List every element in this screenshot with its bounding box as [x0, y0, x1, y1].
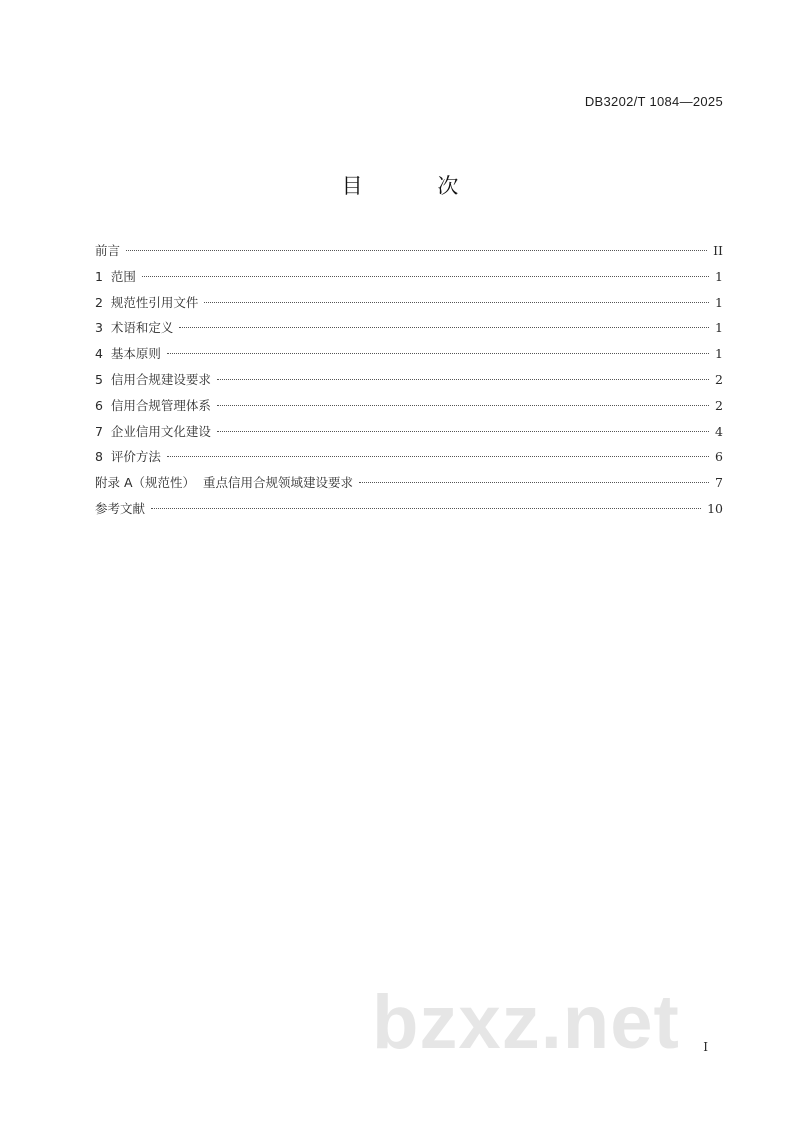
- toc-leader-dots: [167, 353, 709, 354]
- toc-entry-page: 6: [715, 449, 723, 465]
- toc-entry-page: 10: [707, 500, 723, 516]
- watermark-logo: bzxz.net: [372, 980, 680, 1065]
- toc-entry-label: 2 规范性引用文件: [95, 294, 199, 310]
- toc-entry-label: 前言: [95, 243, 121, 258]
- toc-entry-page: 2: [715, 371, 723, 387]
- toc-entry-evaluation-method[interactable]: [95, 447, 723, 473]
- toc-entry-label: 3 术语和定义: [95, 320, 174, 336]
- toc-entry-label: 附录 A（规范性） 重点信用合规领域建设要求: [95, 475, 353, 491]
- toc-leader-dots: [151, 508, 701, 509]
- toc-entry-bibliography[interactable]: [95, 499, 723, 525]
- toc-entry-compliance-requirements[interactable]: [95, 370, 723, 396]
- toc-leader-dots: [204, 302, 709, 303]
- toc-leader-dots: [126, 250, 707, 251]
- toc-entry-foreword[interactable]: [95, 241, 723, 267]
- toc-entry-basic-principles[interactable]: [95, 344, 723, 370]
- toc-entry-label: 1 范围: [95, 268, 136, 284]
- page-title: 目 次: [341, 174, 493, 198]
- toc-entry-label: 5 信用合规建设要求: [95, 371, 211, 387]
- toc-entry-page: 1: [715, 320, 723, 336]
- document-code: DB3202/T 1084—2025: [584, 94, 723, 109]
- toc-entry-label: 8 评价方法: [95, 449, 161, 465]
- toc-entry-appendix-a[interactable]: [95, 473, 723, 499]
- toc-entry-label: 参考文献: [95, 500, 146, 516]
- toc-entry-credit-culture[interactable]: [95, 422, 723, 448]
- table-of-contents: [95, 241, 723, 525]
- toc-leader-dots: [167, 456, 709, 457]
- toc-entry-label: 4 基本原则: [95, 346, 161, 362]
- toc-entry-label: 7 企业信用文化建设: [95, 423, 211, 439]
- toc-entry-page: 7: [715, 475, 723, 491]
- toc-leader-dots: [179, 327, 709, 328]
- toc-entry-page: 1: [715, 268, 723, 284]
- toc-entry-normative-references[interactable]: [95, 293, 723, 319]
- toc-entry-scope[interactable]: [95, 267, 723, 293]
- page-number: I: [703, 1040, 708, 1054]
- toc-entry-page: II: [713, 243, 723, 258]
- toc-leader-dots: [359, 482, 709, 483]
- toc-entry-compliance-management[interactable]: [95, 396, 723, 422]
- toc-entry-page: 4: [715, 423, 723, 439]
- toc-entry-page: 1: [715, 294, 723, 310]
- toc-entry-terms-definitions[interactable]: [95, 318, 723, 344]
- toc-entry-label: 6 信用合规管理体系: [95, 397, 211, 413]
- toc-leader-dots: [217, 405, 709, 406]
- toc-leader-dots: [142, 276, 709, 277]
- toc-entry-page: 1: [715, 346, 723, 362]
- toc-leader-dots: [217, 431, 709, 432]
- toc-entry-page: 2: [715, 397, 723, 413]
- toc-leader-dots: [217, 379, 709, 380]
